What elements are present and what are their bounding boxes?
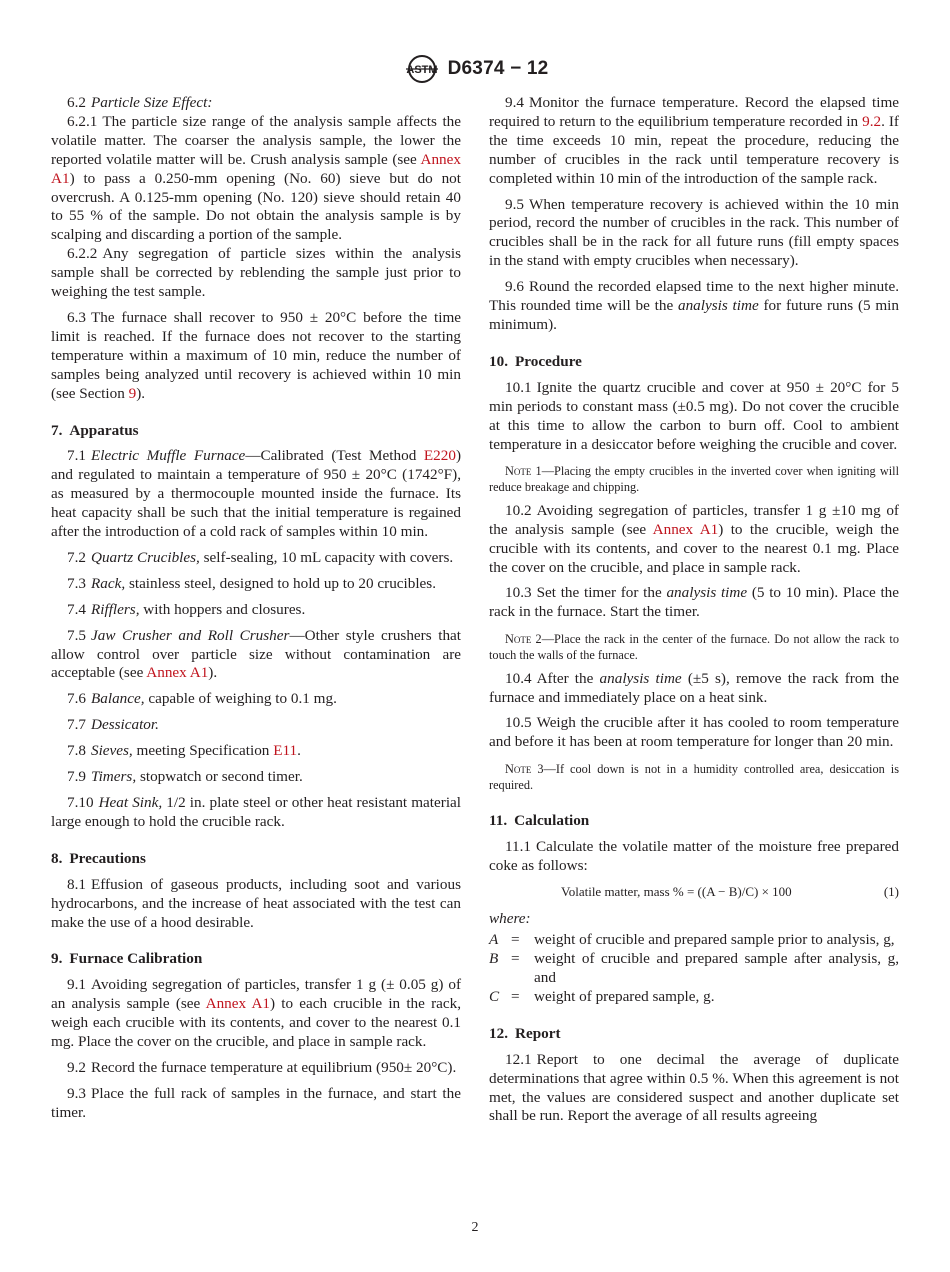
where-label: where: xyxy=(489,910,531,928)
note-1: Note 1—Placing the empty crucibles in the inverted cover when igniting will reduce breakage and chipping. xyxy=(489,464,899,495)
section-9-2: 9.2 Record the furnace temperature at equilibrium (950± 20°C). xyxy=(67,1058,457,1076)
section-9-4: 9.4 Monitor the furnace temperature. Record the elapsed time required to return to the equilibrium temperature recorded in 9.2. If the time exceeds 10 min, repeat the procedure, reducing the number of crucibles in the rack until temperature recovery is completed within 10 min of the introduction of the sample rack. xyxy=(489,94,899,187)
section-6-2-1: 6.2.1 The particle size range of the analysis sample affects the volatile matter. The coarser the analysis sample, the lower the reported volatile matter will be. Crush analysis sample (see Annex A1) to pass a 0.250-mm opening (No. 60) sieve but do not overcrush. A 0.125-mm opening (No. 120) sieve should retain 40 to 55 % of the sample. Do not obtain the analysis sample is by scalping and discarding a portion of the sample. xyxy=(51,112,461,244)
section-10-2: 10.2 Avoiding segregation of particles, transfer 1 g ±10 mg of the analysis sample (see Annex A1) to the crucible, weigh the crucible with its contents, and cover to the nearest 0.1 mg. Place the cover on the crucible, and place in sample rack. xyxy=(489,501,899,576)
section-6-3: 6.3 The furnace shall recover to 950 ± 20°C before the time limit is reached. If the furnace does not recover to the starting temperature within a maximum of 10 min, reduce the number of samples being analyzed until recovery is achieved within 10 min (see Section 9). xyxy=(51,308,461,402)
section-7-4: 7.4 Rifflers, with hoppers and closures. xyxy=(67,600,306,618)
left-column xyxy=(51,94,461,1130)
definition-a: A = weight of crucible and prepared sample prior to analysis, g, xyxy=(489,931,895,949)
section-7-6: 7.6 Balance, capable of weighing to 0.1 mg. xyxy=(67,690,337,708)
section-11-1: 11.1 Calculate the volatile matter of the moisture free prepared coke as follows: xyxy=(489,837,899,874)
section-7-9: 7.9 Timers, stopwatch or second timer. xyxy=(67,768,303,786)
document-id: D6374 − 12 xyxy=(447,58,549,79)
heading-apparatus: 7. Apparatus xyxy=(51,421,139,439)
section-7-8: 7.8 Sieves, meeting Specification E11. xyxy=(67,742,301,760)
section-6-2-2: 6.2.2 Any segregation of particle sizes within the analysis sample shall be corrected by reblending the sample just prior to weighing the test sample. xyxy=(51,245,461,301)
section-9-3: 9.3 Place the full rack of samples in the furnace, and start the timer. xyxy=(51,1084,461,1121)
page-number: 2 xyxy=(471,1220,479,1235)
section-10-3: 10.3 Set the timer for the analysis time (5 to 10 min). Place the rack in the furnace. Start the timer. xyxy=(489,584,899,621)
section-9-2-link[interactable]: 9.2 xyxy=(862,112,882,130)
heading-precautions: 8. Precautions xyxy=(51,849,146,867)
equation-formula: Volatile matter, mass % = ((A − B)/C) × 100 xyxy=(561,884,792,900)
section-9-6: 9.6 Round the recorded elapsed time to the next higher minute. This rounded time will be the analysis time for future runs (5 min minimum). xyxy=(489,278,899,333)
heading-procedure: 10. Procedure xyxy=(489,352,582,370)
note-2: Note 2—Place the rack in the center of the furnace. Do not allow the rack to touch the walls of the furnace. xyxy=(489,632,899,662)
section-10-4: 10.4 After the analysis time (±5 s), remove the rack from the furnace and immediately place on a heat sink. xyxy=(489,669,899,706)
definition-b: B = weight of crucible and prepared sample after analysis, g, and xyxy=(489,950,899,987)
section-6-2: 6.2 Particle Size Effect: xyxy=(67,94,213,111)
section-7-10: 7.10 Heat Sink, 1/2 in. plate steel or other heat resistant material large enough to hold the crucible rack. xyxy=(51,794,461,830)
annex-a1-link[interactable]: Annex A1 xyxy=(146,664,209,682)
section-8-1: 8.1 Effusion of gaseous products, including soot and various hydrocarbons, and the increase of heat associated with the test can make the use of a hood desirable. xyxy=(51,875,461,931)
section-7-7: 7.7 Dessicator. xyxy=(67,716,159,734)
right-column xyxy=(489,94,899,1133)
section-7-5: 7.5 Jaw Crusher and Roll Crusher—Other style crushers that allow control over particle size without contamination are acceptable (see Annex A1). xyxy=(51,626,461,682)
equation-1 xyxy=(489,883,899,902)
e220-link[interactable]: E220 xyxy=(423,447,456,465)
heading-calculation: 11. Calculation xyxy=(489,811,590,829)
section-12-1: 12.1 Report to one decimal the average of duplicate determinations that agree within 0.5 %. When this agreement is not met, the values are considered suspect and another duplicate set shall be run. Report the average of all results agreeing xyxy=(489,1050,899,1125)
annex-a1-link[interactable]: Annex A1 xyxy=(205,995,271,1013)
heading-furnace-calibration: 9. Furnace Calibration xyxy=(51,950,203,968)
section-7-1: 7.1 Electric Muffle Furnace—Calibrated (Test Method E220) and regulated to maintain a temperature of 950 ± 20°C (1742°F), as measured by a thermocouple mounted inside the furnace. Its heat capacity shall be such that the initial temperature is regained after the introduction of a cold rack of samples within 10 min. xyxy=(51,447,461,541)
astm-logo-icon xyxy=(402,53,442,85)
note-3: Note 3—If cool down is not in a humidity controlled area, desiccation is required. xyxy=(489,762,899,792)
equation-number: (1) xyxy=(883,884,899,900)
section-9-5: 9.5 When temperature recovery is achieved within the 10 min period, record the number of crucibles in the rack. This number of crucibles shall be in the rack for all future runs (fill empty spaces in the stand with empty crucibles when necessary). xyxy=(489,195,899,270)
section-10-5: 10.5 Weigh the crucible after it has cooled to room temperature and before it has been at room temperature for longer than 20 min. xyxy=(489,714,899,751)
section-7-2: 7.2 Quartz Crucibles, self-sealing, 10 mL capacity with covers. xyxy=(67,548,454,566)
svg-text:ASTM: ASTM xyxy=(406,64,438,76)
section-9-1: 9.1 Avoiding segregation of particles, transfer 1 g (± 0.05 g) of an analysis sample (see Annex A1) to each crucible in the rack, weigh each crucible with its contents, and cover to the nearest 0.1 mg. Place the cover on the crucible, and place in sample rack. xyxy=(51,976,461,1051)
e11-link[interactable]: E11 xyxy=(273,742,298,760)
section-9-link[interactable]: 9 xyxy=(128,384,137,402)
page-header xyxy=(0,52,950,86)
annex-a1-link[interactable]: Annex A1 xyxy=(51,150,461,187)
section-10-1: 10.1 Ignite the quartz crucible and cover at 950 ± 20°C for 5 min periods to constant mass (±0.5 mg). Do not cover the crucible at this time to allow the carbon to burn off. Cool to ambient temperature in a desiccator before weighing the crucible and cover. xyxy=(489,378,899,453)
section-7-3: 7.3 Rack, stainless steel, designed to hold up to 20 crucibles. xyxy=(67,574,437,592)
definition-c: C = weight of prepared sample, g. xyxy=(489,987,715,1005)
annex-a1-link[interactable]: Annex A1 xyxy=(652,520,719,538)
variable-definitions xyxy=(489,931,899,1007)
heading-report: 12. Report xyxy=(489,1024,561,1042)
